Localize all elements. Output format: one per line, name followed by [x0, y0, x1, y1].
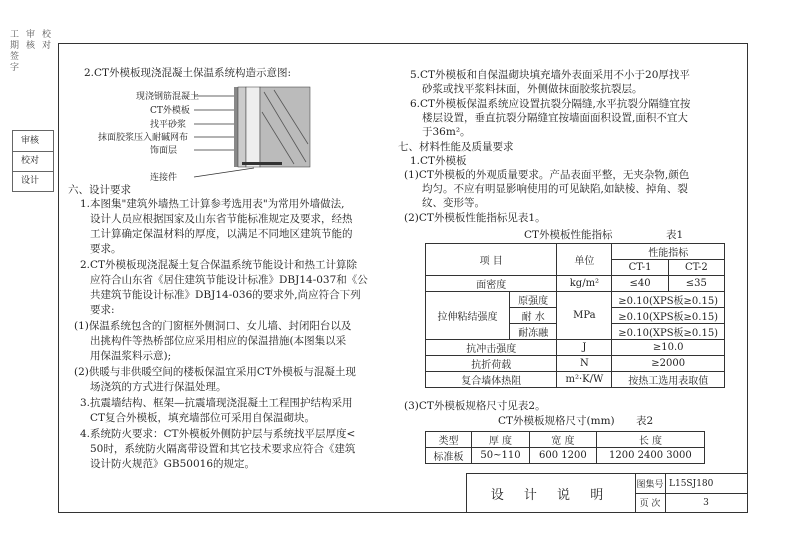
- t1-h-item: 项 目: [426, 244, 557, 276]
- box-3: 设计: [21, 176, 40, 186]
- table-row: 抗冲击强度 J ≥10.0: [426, 340, 725, 356]
- table-row: 耐冻融 ≥0.10(XPS板≥0.15): [426, 324, 725, 340]
- table1: [425, 243, 725, 388]
- t1-h-perf: 性能指标: [612, 244, 725, 260]
- t1-h-ct2: CT-2: [668, 260, 724, 276]
- label-connector: 连接件: [150, 173, 178, 183]
- table1-tag: 表1: [666, 229, 684, 241]
- label-ct-board: CT外模板: [150, 106, 190, 116]
- title-block: [466, 473, 747, 512]
- page-value: 3: [703, 497, 709, 508]
- table2-title: CT外模板规格尺寸(mm): [498, 415, 615, 427]
- table-row: 复合墙体热阻 m²·K/W 按热工选用表取值: [426, 372, 725, 388]
- figure-title: 2.CT外模板现浇混凝土保温系统构造示意图:: [84, 67, 292, 79]
- signature-strip: [8, 30, 58, 190]
- s1p3: (3)CT外模板规格尺寸见表2。: [404, 400, 546, 412]
- table-row: 标准板 50~110 600 1200 1200 2400 3000: [426, 448, 705, 464]
- t2-h-thick: 厚 度: [471, 432, 529, 448]
- table2: [425, 431, 705, 464]
- approval-box: [12, 130, 54, 192]
- table1-title: CT外模板性能指标: [524, 229, 613, 241]
- table-row: 拉伸粘结强度 原强度 MPa ≥0.10(XPS板≥0.15): [426, 292, 725, 308]
- t2-h-length: 长 度: [596, 432, 704, 448]
- t1-h-ct1: CT-1: [612, 260, 668, 276]
- table-row: 耐 水 ≥0.10(XPS板≥0.15): [426, 308, 725, 324]
- sidebar-col2: 审核: [26, 30, 36, 51]
- section6-title: 六、设计要求: [68, 184, 131, 196]
- label-mesh: 抹面胶浆压入耐碱网布: [98, 133, 189, 143]
- box-1: 审核: [21, 136, 40, 146]
- sidebar-col1: 工期签字: [10, 30, 20, 73]
- box-2: 校对: [21, 156, 40, 166]
- label-concrete: 现浇钢筋混凝土: [136, 92, 200, 102]
- sidebar-col3: 校对: [42, 30, 52, 51]
- atlas-no-value: L15SJ180: [669, 478, 714, 489]
- table-row: 面密度 kg/m² ≤40 ≤35: [426, 276, 725, 292]
- wall-section-diagram: [84, 82, 314, 182]
- label-finish: 饰面层: [150, 146, 178, 156]
- t2-h-width: 宽 度: [529, 432, 596, 448]
- s1-title: 1.CT外模板: [410, 155, 467, 167]
- atlas-no-label: 图集号: [635, 474, 666, 493]
- section7-title: 七、材料性能及质量要求: [398, 141, 514, 153]
- s1p2: (2)CT外模板性能指标见表1。: [404, 212, 546, 224]
- label-leveling: 找平砂浆: [150, 120, 187, 130]
- table-row: 抗折荷载 N ≥2000: [426, 356, 725, 372]
- table2-tag: 表2: [636, 415, 654, 427]
- title-block-title: 设 计 说 明: [467, 474, 636, 512]
- page-label: 页 次: [635, 493, 666, 512]
- t1-h-unit: 单位: [557, 244, 612, 276]
- t2-h-type: 类型: [426, 432, 472, 448]
